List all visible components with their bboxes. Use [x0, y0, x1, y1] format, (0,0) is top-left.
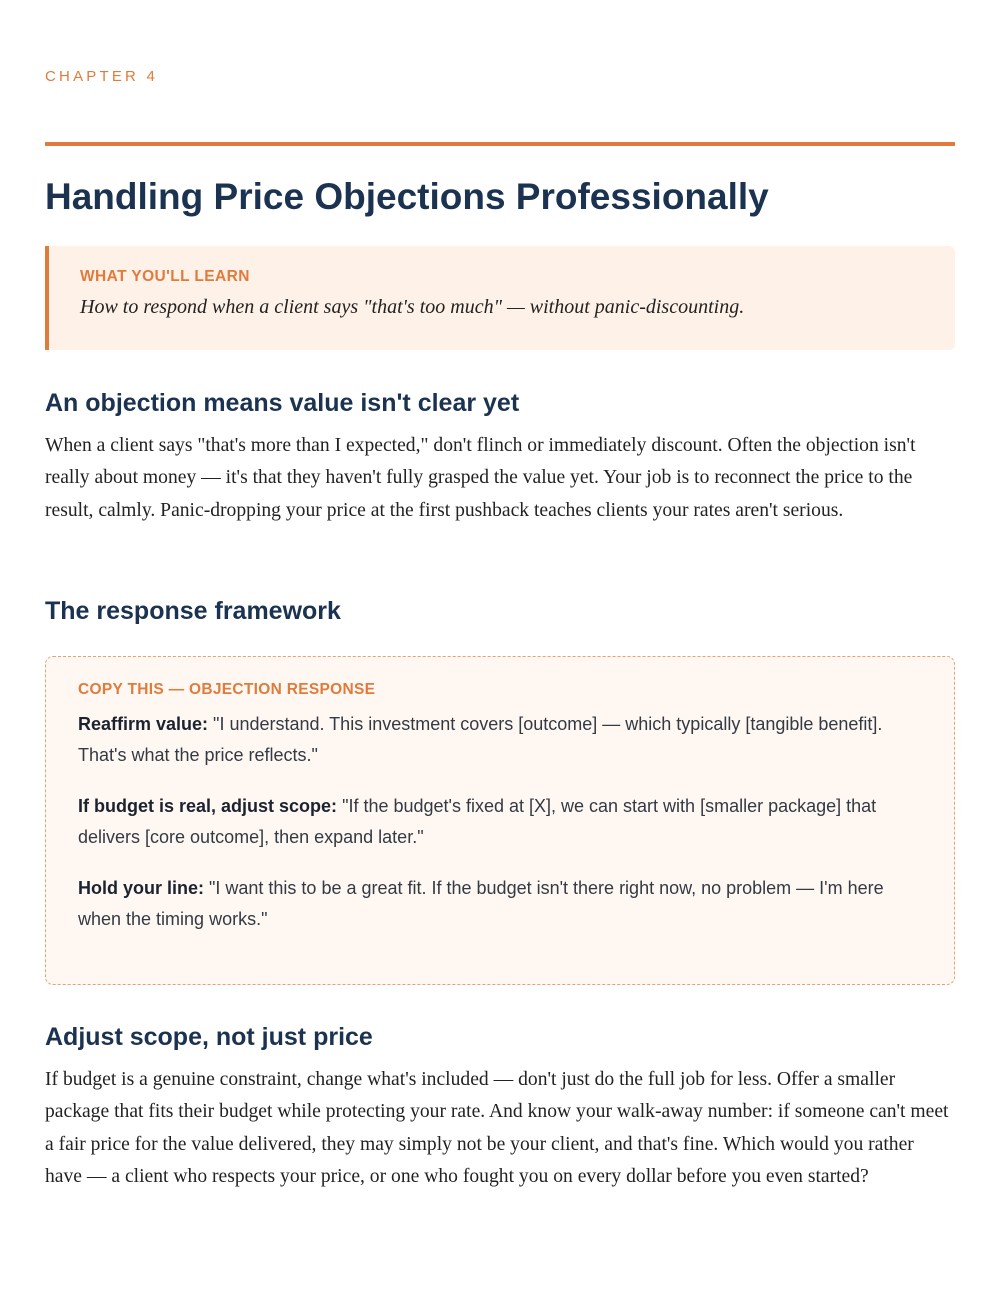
template-item-text: "I want this to be a great fit. If the budget isn't there right now, no problem — I'm here when the timing works." — [78, 878, 884, 929]
section-body-objection: When a client says "that's more than I expected," don't flinch or immediately discount. Often the objection isn't really about money — it's that they haven't fully grasped the value yet. Your job is to reconnect the price to the result, calmly. Panic-dropping your price at the first pushback teaches clients your rates aren't serious. — [45, 435, 916, 521]
section-body-scope: If budget is a genuine constraint, change what's included — don't just do the full job for less. Offer a smaller package that fits their budget while protecting your rate. And know your walk-away number: if someone can't meet a fair price for the value delivered, they may simply not be your client, and that's fine. Which would you rather have — a client who respects your price, or one who fought you on every dollar before you even started? — [45, 1069, 949, 1187]
template-item-label: If budget is real, adjust scope: — [78, 796, 338, 816]
template-item-text: "I understand. This investment covers [outcome] — which typically [tangible benefit]. That's what the price reflects." — [78, 714, 883, 765]
section-heading-objection: An objection means value isn't clear yet — [45, 389, 520, 417]
section-heading-framework: The response framework — [45, 597, 341, 625]
callout-heading: WHAT YOU'LL LEARN — [80, 268, 250, 285]
template-item — [78, 791, 922, 853]
chapter-label: CHAPTER 4 — [45, 68, 158, 85]
copy-this-template-box — [45, 656, 955, 985]
chapter-divider — [45, 142, 955, 146]
template-item-text: "If the budget's fixed at [X], we can start with [smaller package] that delivers [core outcome], then expand later." — [78, 796, 877, 847]
template-item — [78, 709, 922, 771]
template-item-label: Reaffirm value: — [78, 714, 209, 734]
section-heading-scope: Adjust scope, not just price — [45, 1023, 373, 1051]
what-youll-learn-callout — [45, 246, 955, 350]
page-title: Handling Price Objections Professionally — [45, 176, 769, 217]
callout-text: How to respond when a client says "that's too much" — without panic-discounting. — [80, 296, 745, 318]
template-item-label: Hold your line: — [78, 878, 204, 898]
template-heading: COPY THIS — OBJECTION RESPONSE — [78, 681, 376, 698]
template-item — [78, 873, 922, 935]
